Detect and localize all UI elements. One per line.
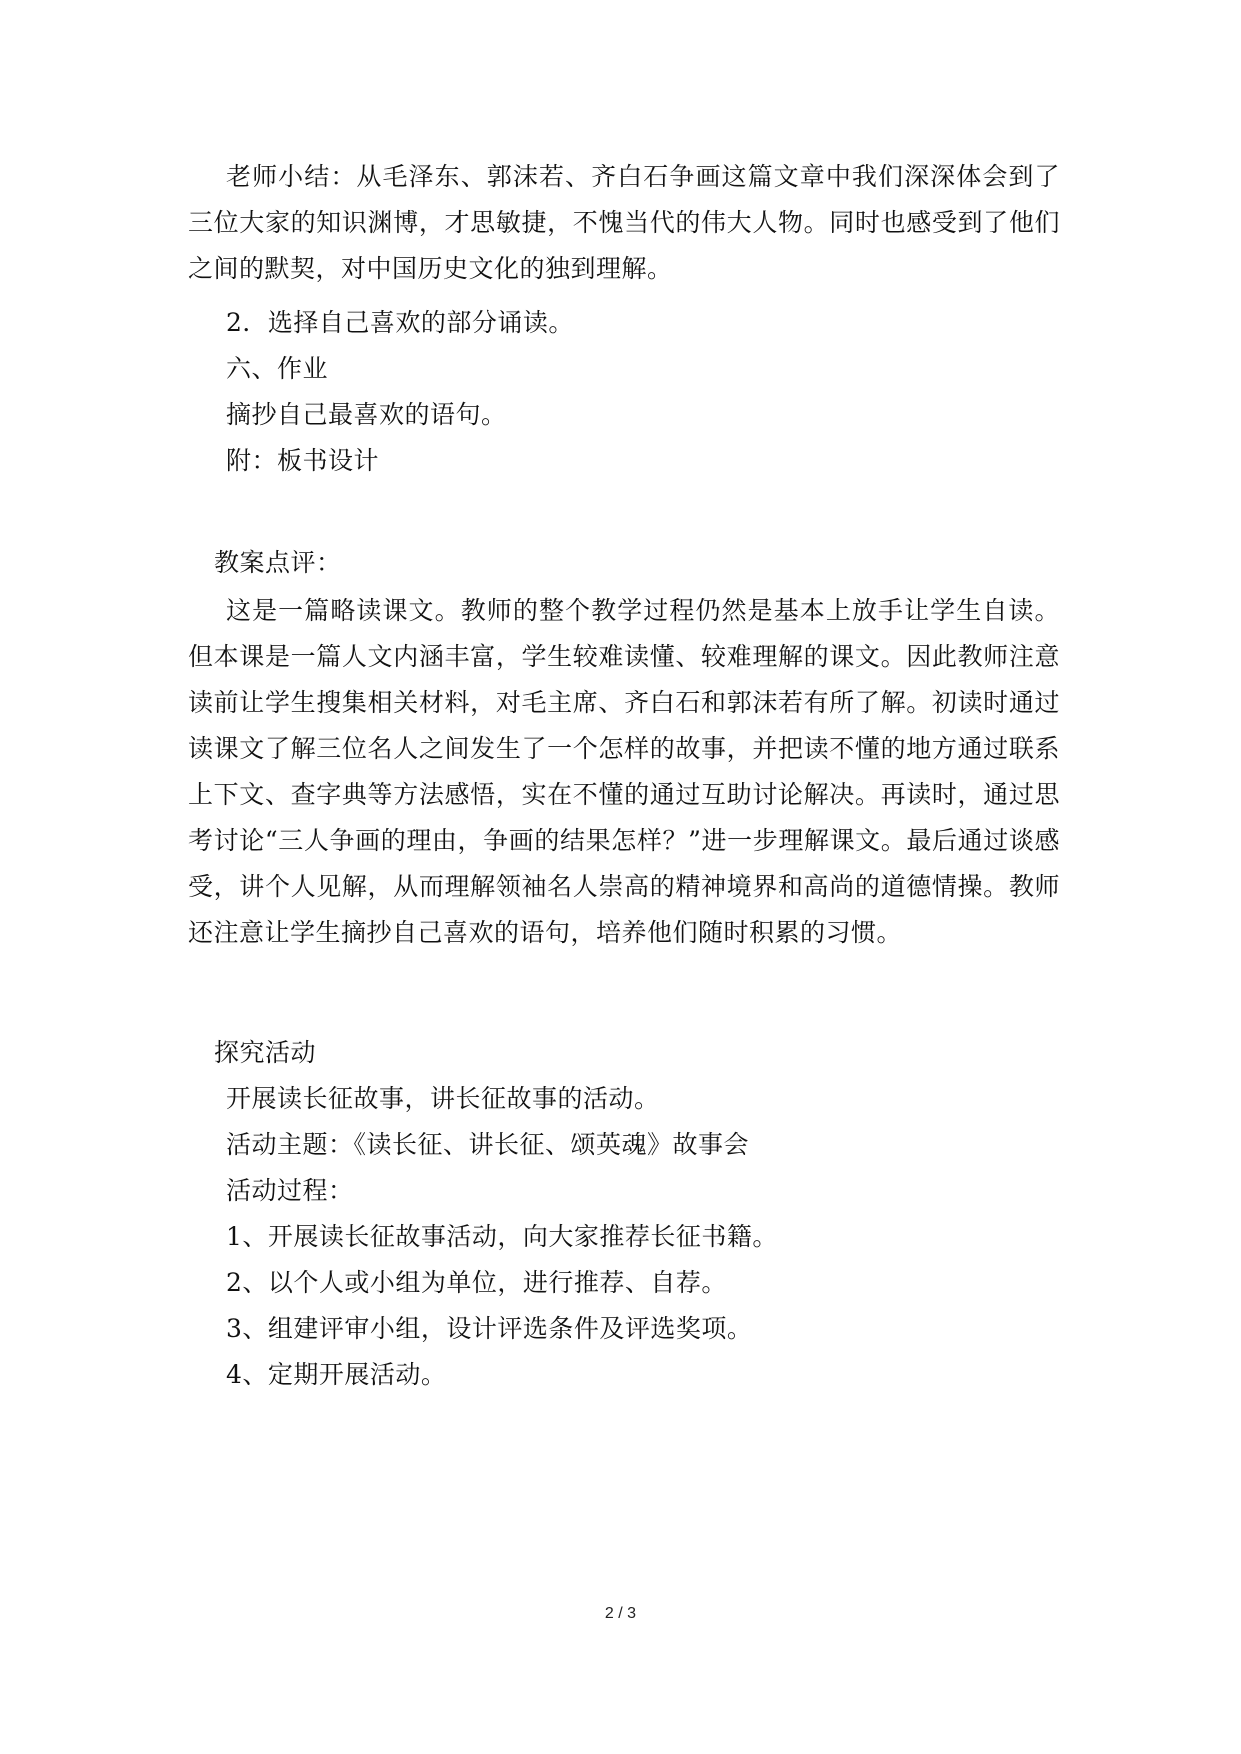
- homework-heading: 六、作业: [226, 354, 329, 383]
- activity-step: 3、组建评审小组，设计评选条件及评选奖项。: [226, 1314, 753, 1343]
- activity-theme: 活动主题：《读长征、讲长征、颂英魂》故事会: [226, 1130, 750, 1159]
- activity-step: 4、定期开展活动。: [226, 1360, 447, 1389]
- activity-process-label: 活动过程：: [226, 1176, 354, 1205]
- homework-task: 摘抄自己最喜欢的语句。: [226, 400, 507, 429]
- teacher-summary-paragraph: 老师小结：从毛泽东、郭沫若、齐白石争画这篇文章中我们深深体会到了三位大家的知识渊博，才思敏捷，不愧当代的伟大人物。同时也感受到了他们之间的默契，对中国历史文化的独到理解。: [188, 162, 1060, 283]
- activity-step: 2、以个人或小组为单位，进行推荐、自荐。: [226, 1268, 727, 1297]
- page-number: 2 / 3: [604, 1605, 637, 1622]
- step-2-text: 2．选择自己喜欢的部分诵读。: [226, 308, 574, 337]
- activity-intro: 开展读长征故事，讲长征故事的活动。: [226, 1084, 660, 1113]
- activity-step: 1、开展读长征故事活动，向大家推荐长征书籍。: [226, 1222, 778, 1251]
- activity-heading: 探究活动: [214, 1038, 317, 1067]
- review-heading: 教案点评：: [214, 548, 342, 577]
- review-paragraph: 这是一篇略读课文。教师的整个教学过程仍然是基本上放手让学生自读。但本课是一篇人文内涵丰富，学生较难读懂、较难理解的课文。因此教师注意读前让学生搜集相关材料，对毛主席、齐白石和郭沫若有所了解。初读时通过读课文了解三位名人之间发生了一个怎样的故事，并把读不懂的地方通过联系上下文、查字典等方法感悟，实在不懂的通过互助讨论解决。再读时，通过思考讨论“三人争画的理由，争画的结果怎样？”进一步理解课文。最后通过谈感受，讲个人见解，从而理解领袖名人崇高的精神境界和高尚的道德情操。教师还注意让学生摘抄自己喜欢的语句，培养他们随时积累的习惯。: [188, 596, 1060, 947]
- appendix-board-design: 附：板书设计: [226, 446, 380, 475]
